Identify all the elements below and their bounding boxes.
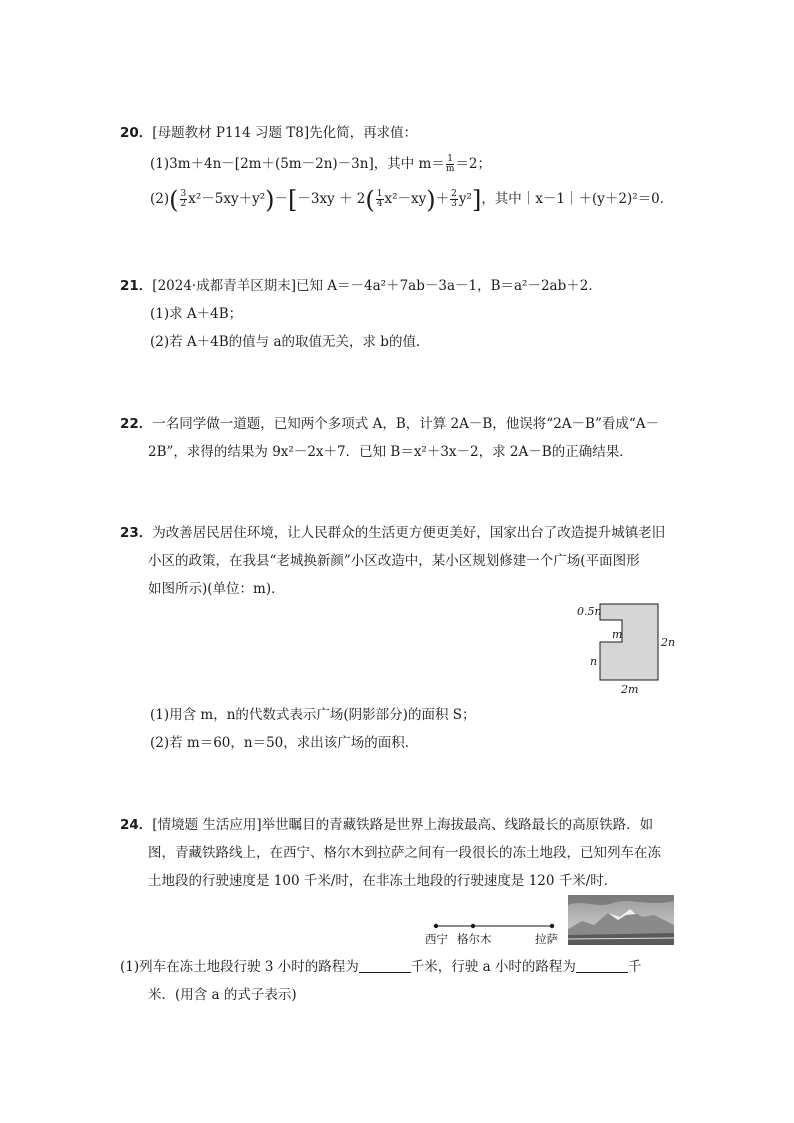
q20-p2-seg6: y²: [458, 191, 472, 207]
q24-p1-text-a: (1)列车在冻土地段行驶 3 小时的路程为: [120, 959, 359, 975]
q24-line2: 图，青藏铁路线上，在西宁、格尔木到拉萨之间有一段很长的冻土地段，已知列车在冻: [148, 845, 661, 861]
q20-p2-seg4: x²－xy: [384, 191, 427, 207]
q20-p2-seg2: －: [274, 191, 289, 207]
q20-p1-frac-den: m: [445, 164, 455, 174]
q20-p2-seg3: －3xy ＋ 2: [297, 191, 366, 207]
q23-line1: [120, 524, 665, 542]
q20-part2: [150, 186, 674, 214]
q21-part1: (1)求 A＋4B；: [150, 306, 243, 322]
q23-part2: (2)若 m＝60，n＝50，求出该广场的面积．: [150, 735, 419, 751]
q21-part2: (2)若 A＋4B的值与 a的取值无关，求 b的值．: [150, 334, 430, 350]
q20-p1-expr-b: ＝2；: [455, 156, 491, 172]
q21-stem: 已知 A＝－4a²＋7ab－3a－1，B＝a²－2ab＋2．: [295, 278, 602, 294]
q21-tag: [2024·成都青羊区期末]: [152, 278, 296, 294]
q20-p2-frac3-den: 3: [451, 199, 457, 209]
q20-p1-frac-num: 1: [447, 154, 453, 164]
q22-number: 22．: [120, 416, 153, 432]
q20-p2-frac1: [180, 190, 188, 209]
answer-blank-1[interactable]: [359, 960, 411, 973]
tibet-railway-photo: [568, 895, 674, 945]
station-label-xining: 西宁: [425, 932, 448, 946]
q24-tag: [情境题 生活应用]: [152, 817, 262, 833]
q20-p2-frac2: [376, 190, 384, 209]
station-dot-golmud: [471, 924, 475, 928]
q20-p2-frac1-den: 2: [180, 199, 187, 209]
q23-text-line1: 为改善居民居住环境，让人民群众的生活更方便更美好，国家出台了改造提升城镇老旧: [152, 525, 666, 541]
q20-part1: [150, 155, 491, 174]
q20-p1-fraction: [446, 155, 455, 174]
q21-line1: [120, 277, 602, 295]
q24-number: 24．: [120, 817, 153, 833]
plaza-shaded-shape: [600, 604, 658, 680]
q24-part1-line2: 米．(用含 a 的式子表示): [148, 987, 297, 1003]
q20-p2-label: (2): [150, 191, 170, 207]
q20-number: 20．: [120, 125, 153, 141]
q24-part1-line1: [120, 958, 641, 976]
fig-label-top-left: 0.5n: [577, 605, 602, 618]
q24-p1-text-c: 千: [627, 959, 642, 975]
q23-part1: (1)用含 m，n的代数式表示广场(阴影部分)的面积 S；: [150, 707, 476, 723]
q20-p2-bracket-open: [: [288, 186, 298, 214]
q20-p2-frac1-num: 3: [180, 189, 187, 199]
q22-text-line1: 一名同学做一道题，已知两个多项式 A，B，计算 2A－B，他误将“2A－B”看成“A－: [152, 416, 660, 432]
fig-label-bottom-left: n: [590, 655, 598, 668]
answer-blank-2[interactable]: [576, 960, 628, 973]
fig-label-right: 2n: [661, 636, 676, 649]
q20-p2-seg7: ，其中｜x－1｜＋(y＋2)²＝0．: [481, 191, 674, 207]
station-label-lhasa: 拉萨: [535, 932, 558, 946]
q20-p2-paren2-open: (: [365, 186, 375, 214]
q20-p1-label: (1): [150, 156, 170, 172]
q20-tag: [母题教材 P114 习题 T8]: [152, 125, 310, 141]
q24-line1: [120, 816, 653, 834]
fig-label-bottom: 2m: [621, 683, 639, 696]
fig-label-notch: m: [612, 628, 623, 641]
q20-p2-paren-open: (: [169, 186, 179, 214]
q23-line3: 如图所示)(单位：m)．: [148, 581, 285, 597]
q20-p2-frac2-den: 4: [376, 199, 383, 209]
q22-line2: 2B”，求得的结果为 9x²－2x＋7．已知 B＝x²＋3x－2，求 2A－B的正确结果．: [148, 444, 633, 460]
q20-p2-seg1: x²－5xy＋y²: [188, 191, 266, 207]
q20-p2-frac3: [450, 190, 458, 209]
q20-p1-expr-a: 3m＋4n－[2m＋(5m－2n)－3n]，其中 m＝: [169, 156, 445, 172]
q20-stem: 先化简，再求值：: [309, 125, 418, 141]
q20-p2-paren2-close: ): [426, 186, 436, 214]
q23-number: 23．: [120, 525, 153, 541]
q20-p2-frac3-num: 2: [451, 189, 457, 199]
q24-p1-text-b: 千米，行驶 a 小时的路程为: [410, 959, 576, 975]
q24-line3: 土地段的行驶速度是 100 千米/时，在非冻土地段的行驶速度是 120 千米/时．: [148, 873, 618, 889]
q24-text-line1: 举世瞩目的青藏铁路是世界上海拔最高、线路最长的高原铁路．如: [261, 817, 654, 833]
q23-line2: 小区的政策，在我县“老城换新颜”小区改造中，某小区规划修建一个广场(平面图形: [148, 553, 640, 569]
q21-number: 21．: [120, 278, 153, 294]
q20-p2-bracket-close: ]: [471, 186, 482, 214]
station-dot-lhasa: [550, 924, 554, 928]
q20-p2-paren-close: ): [265, 186, 275, 214]
q20-line1: [120, 124, 417, 142]
q20-p2-frac2-num: 1: [376, 189, 383, 199]
station-label-golmud: 格尔木: [457, 932, 492, 946]
q20-p2-seg5: ＋: [435, 191, 450, 207]
station-dot-xining: [434, 924, 438, 928]
q22-line1: [120, 415, 659, 433]
